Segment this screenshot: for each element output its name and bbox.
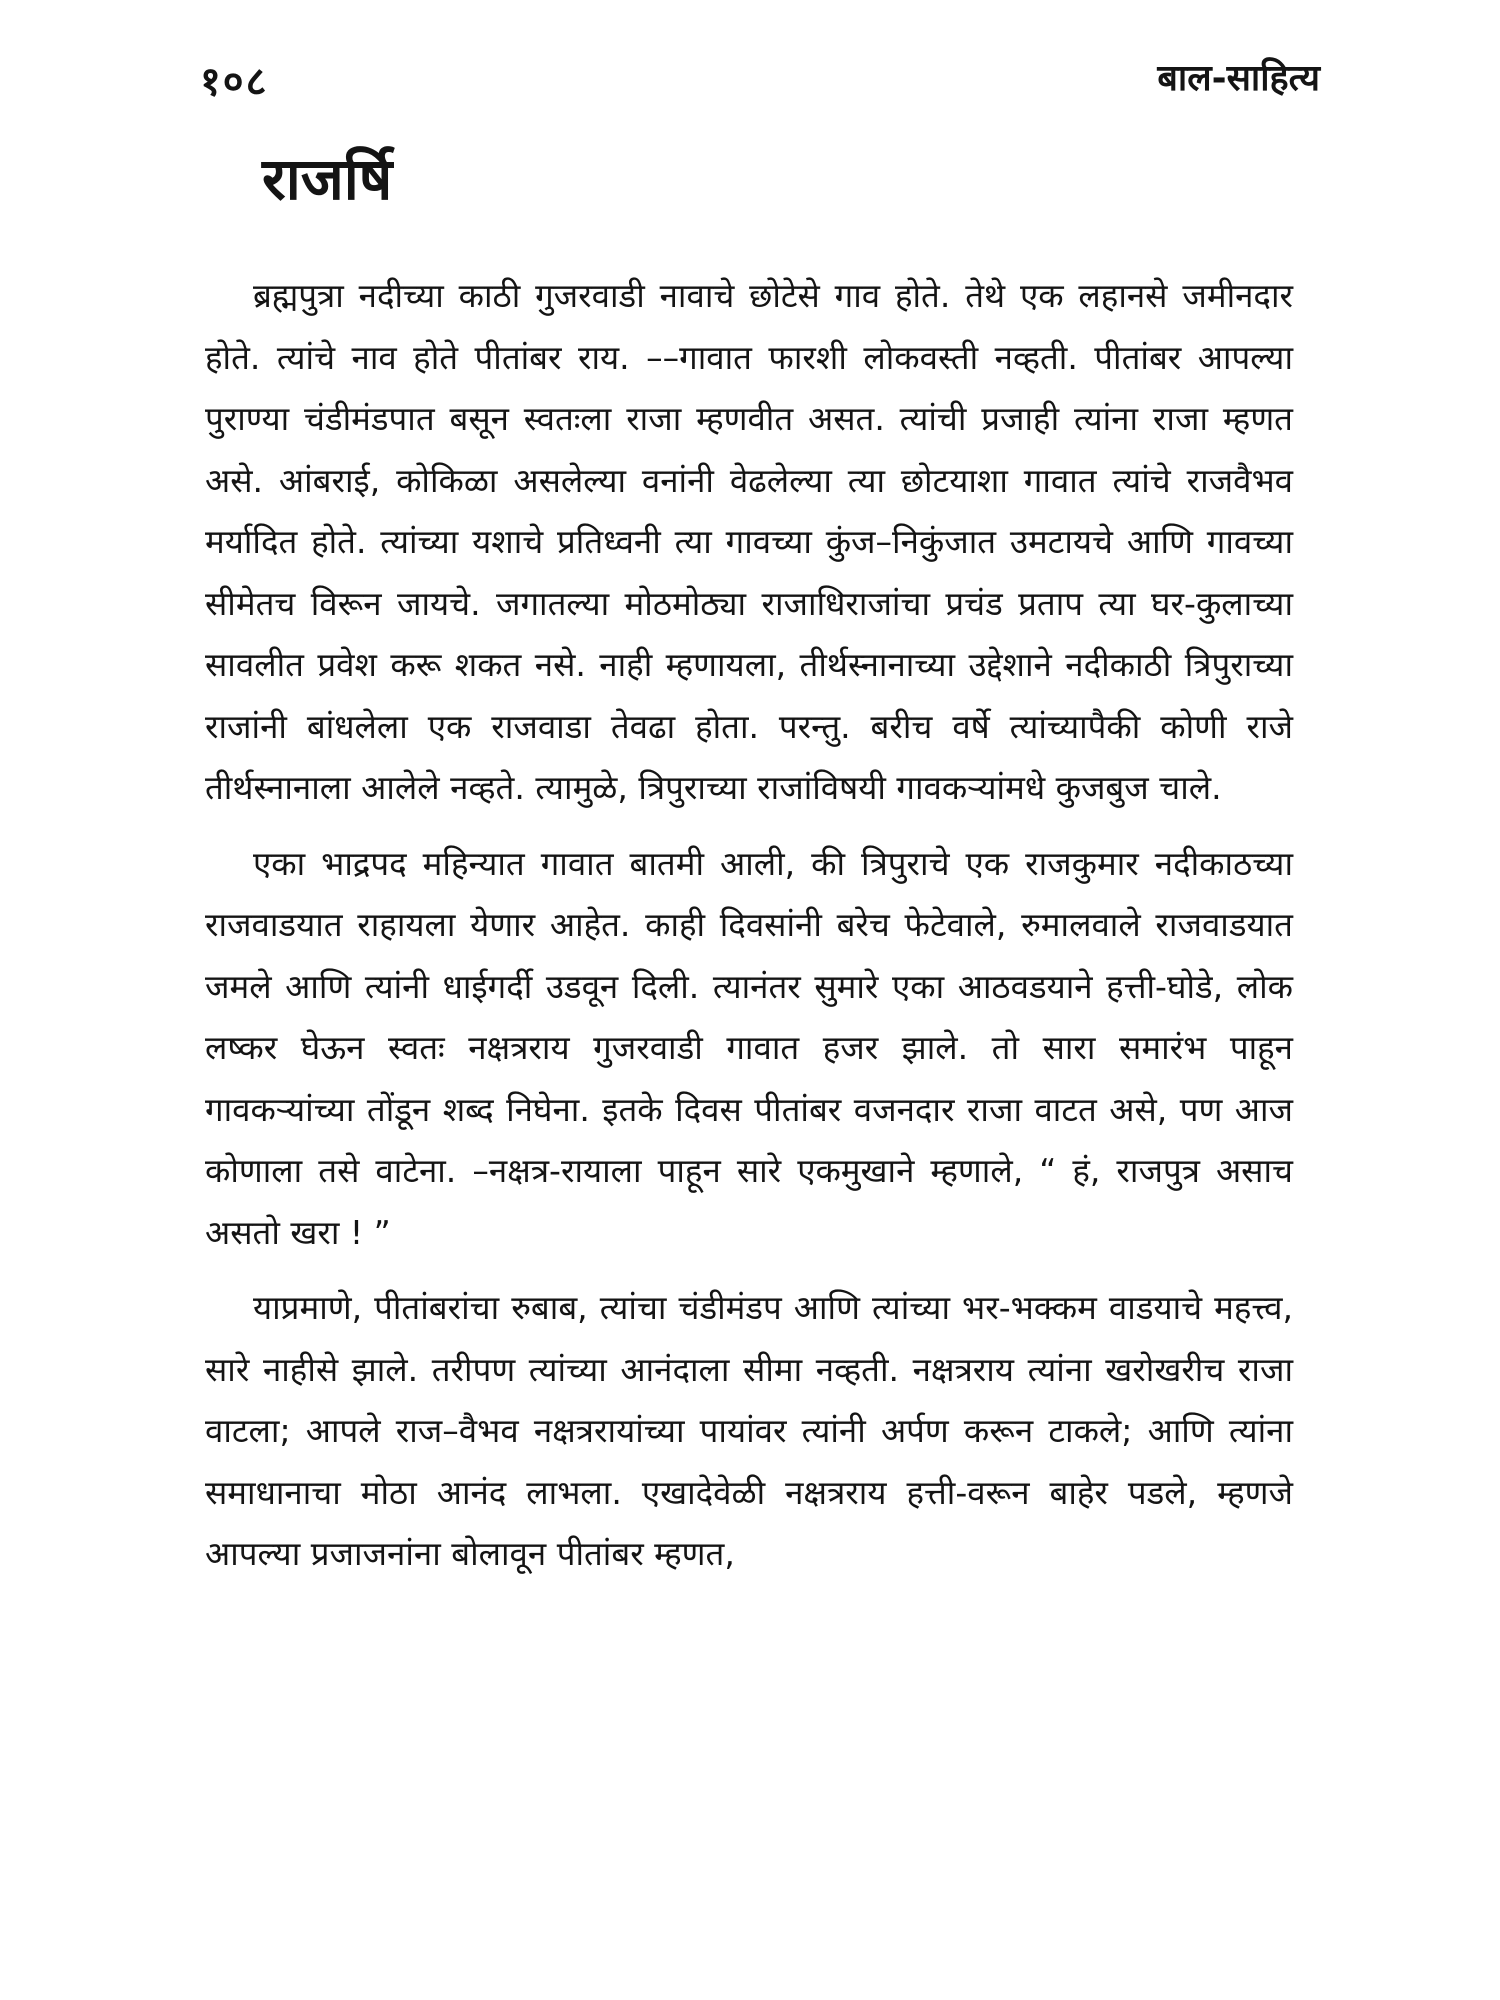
paragraph-3: याप्रमाणे, पीतांबरांचा रुबाब, त्यांचा चंडीमंडप आणि त्यांच्या भर-भक्कम वाडयाचे महत्त्व, सारे नाहीसे झाले. तरीपण त्यांच्या आनंदाला सीमा नव्हती. नक्षत्रराय त्यांना खरोखरीच राजा वाटला; आपले राज–वैभव नक्षत्ररायांच्या पायांवर त्यांनी अर्पण करून टाकले; आणि त्यांना समाधानाचा मोठा आनंद लाभला. एखादेवेळी नक्षत्रराय हत्ती-वरून बाहेर पडले, म्हणजे आपल्या प्रजाजनांना बोलावून पीतांबर म्हणत, bbox=[205, 1288, 1293, 1573]
running-title: बाल-साहित्य bbox=[1157, 58, 1320, 99]
paragraph-2: एका भाद्रपद महिन्यात गावात बातमी आली, की त्रिपुराचे एक राजकुमार नदीकाठच्या राजवाडयात राहायला येणार आहेत. काही दिवसांनी बरेच फेटेवाले, रुमालवाले राजवाडयात जमले आणि त्यांनी धाईगर्दी उडवून दिली. त्यानंतर सुमारे एका आठवडयाने हत्ती-घोडे, लोक लष्कर घेऊन स्वतः नक्षत्रराय गुजरवाडी गावात हजर झाले. तो सारा समारंभ पाहून गावकऱ्यांच्या तोंडून शब्द निघेना. इतके दिवस पीतांबर वजनदार राजा वाटत असे, पण आज कोणाला तसे वाटेना. –नक्षत्र-रायाला पाहून सारे एकमुखाने म्हणाले, “ हं, राजपुत्र असाच असतो खरा ! ” bbox=[205, 843, 1293, 1252]
running-head bbox=[200, 52, 1320, 112]
body-text bbox=[205, 265, 1293, 1585]
page-number: १०८ bbox=[200, 59, 269, 105]
chapter-title: राजर्षि bbox=[262, 145, 393, 213]
paragraph-1: ब्रह्मपुत्रा नदीच्या काठी गुजरवाडी नावाचे छोटेसे गाव होते. तेथे एक लहानसे जमीनदार होते. त्यांचे नाव होते पीतांबर राय. ––गावात फारशी लोकवस्ती नव्हती. पीतांबर आपल्या पुराण्या चंडीमंडपात बसून स्वतःला राजा म्हणवीत असत. त्यांची प्रजाही त्यांना राजा म्हणत असे. आंबराई, कोकिळा असलेल्या वनांनी वेढलेल्या त्या छोटयाशा गावात त्यांचे राजवैभव मर्यादित होते. त्यांच्या यशाचे प्रतिध्वनी त्या गावच्या कुंज–निकुंजात उमटायचे आणि गावच्या सीमेतच विरून जायचे. जगातल्या मोठमोठ्या राजाधिराजांचा प्रचंड प्रताप त्या घर-कुलाच्या सावलीत प्रवेश करू शकत नसे. नाही म्हणायला, तीर्थस्नानाच्या उद्देशाने नदीकाठी त्रिपुराच्या राजांनी बांधलेला एक राजवाडा तेवढा होता. परन्तु. बरीच वर्षे त्यांच्यापैकी कोणी राजे तीर्थस्नानाला आलेले नव्हते. त्यामुळे, त्रिपुराच्या राजांविषयी गावकऱ्यांमधे कुजबुज चाले. bbox=[205, 276, 1293, 807]
